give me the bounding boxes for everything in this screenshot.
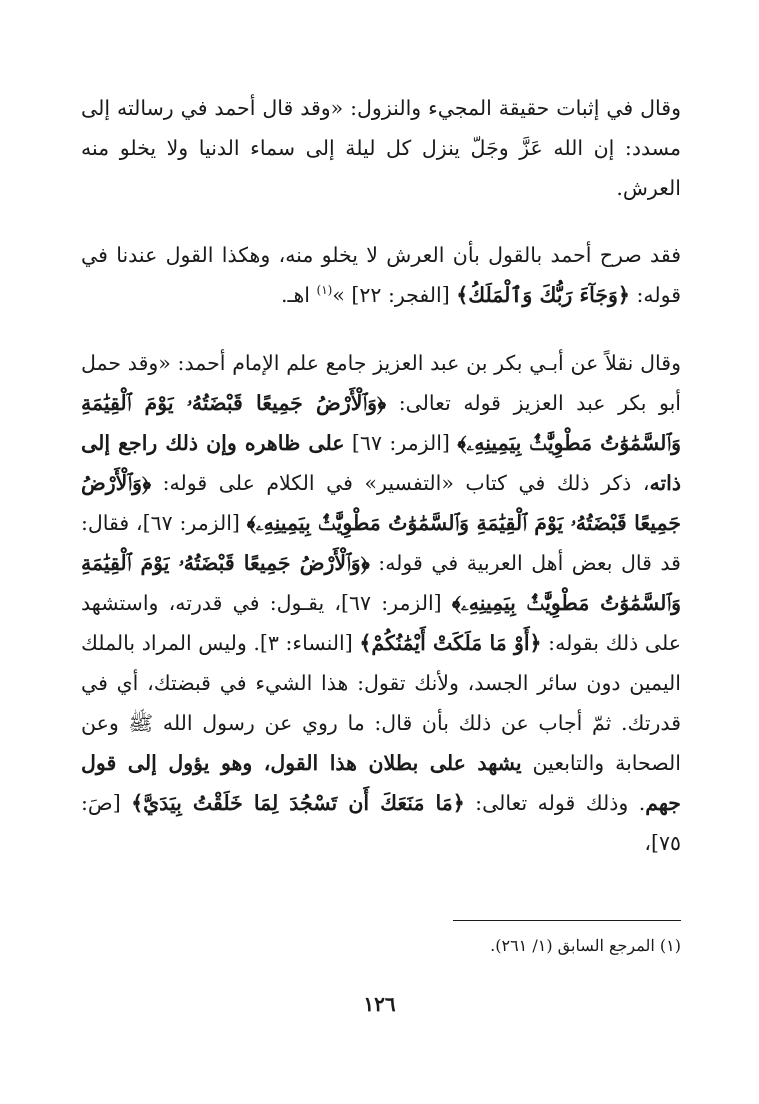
paragraph-3-text: [الزمر: ٦٧]، يقـول: في قدرته، واستشهد على ذلك بقوله: [81,591,681,655]
paragraph-3-text: وقال نقلاً عن أبـي بكر بن عبد العزيز جامع علم الإمام أحمد: «وقد حمل أبو بكر عبد العزيز قوله تعالى: [81,351,681,415]
footnote-marker[interactable]: (١) [316,283,333,298]
paragraph-3-text: ، ذكر ذلك في كتاب «التفسير» في الكلام على قوله: [151,471,650,495]
bold-emphasis: يشهد على بطلان هذا القول، وهو يؤول إلى قول جهم [81,751,681,815]
quran-verse: ﴿وَجَآءَ رَبُّكَ وَٱلْمَلَكُ﴾ [456,283,630,307]
paragraph-1 [81,88,681,208]
paragraph-1-text: وقال في إثبات حقيقة المجيء والنزول: «وقد قال أحمد في رسالته إلى مسدد: إن الله عَزَّ وجَلّ ينزل كل ليلة إلى سماء الدنيا ولا يخلو منه العرش. [81,96,681,200]
quran-verse: ﴿مَا مَنَعَكَ أَن تَسْجُدَ لِمَا خَلَقْتُ بِيَدَيَّ﴾ [131,791,465,815]
verse-reference: [الزمر: ٦٧] [344,431,458,455]
footnote: (١) المرجع السابق (١/ ٢٦١). [490,936,681,955]
paragraph-3-text: [النساء: ٣]. وليس المراد بالملك اليمين دون سائر الجسد، ولأنك تقول: هذا الشيء في قبضتك، أي في قدرتك. ثمّ أجاب عن ذلك بأن قال: ما روي عن رسول الله ﷺ وعن الصحابة والتابعين [81,631,681,775]
paragraph-3 [81,343,681,863]
footnote-divider [453,920,681,921]
paragraph-3-text: . وذلك قوله تعالى: [464,791,646,815]
paragraph-2 [81,235,681,315]
page-number: ١٢٦ [363,992,396,1016]
bold-emphasis: على ظاهره وإن ذلك راجع إلى ذاته [81,431,681,495]
paragraph-2-text: فقد صرح أحمد بالقول بأن العرش لا يخلو منه، وهكذا القول عندنا في قوله: [81,243,681,307]
quran-verse: ﴿وَٱلْأَرْضُ جَمِيعًا قَبْضَتُهُۥ يَوْمَ ٱلْقِيَٰمَةِ وَٱلسَّمَٰوَٰتُ مَطْوِيَّٰتٌۢ بِيَمِينِهِۦ﴾ [81,471,681,535]
paragraph-3-text: [الزمر: ٦٧]، فقال: قد قال بعض أهل العربية في قوله: [81,511,681,575]
verse-reference: [الفجر: ٢٢] » [332,283,457,307]
quran-verse: ﴿وَٱلْأَرْضُ جَمِيعًا قَبْضَتُهُۥ يَوْمَ ٱلْقِيَٰمَةِ وَٱلسَّمَٰوَٰتُ مَطْوِيَّٰتٌۢ بِيَمِينِهِۦ﴾ [81,551,681,615]
verse-reference: [صَ: ٧٥]، [81,791,681,855]
quran-verse: ﴿وَٱلْأَرْضُ جَمِيعًا قَبْضَتُهُۥ يَوْمَ ٱلْقِيَٰمَةِ وَٱلسَّمَٰوَٰتُ مَطْوِيَّٰتٌۢ بِيَمِينِهِۦ﴾ [81,391,682,455]
paragraph-2-end: اهـ. [280,283,317,307]
quran-verse: ﴿أَوْ مَا مَلَكَتْ أَيْمَٰنُكُمْ﴾ [359,631,542,655]
